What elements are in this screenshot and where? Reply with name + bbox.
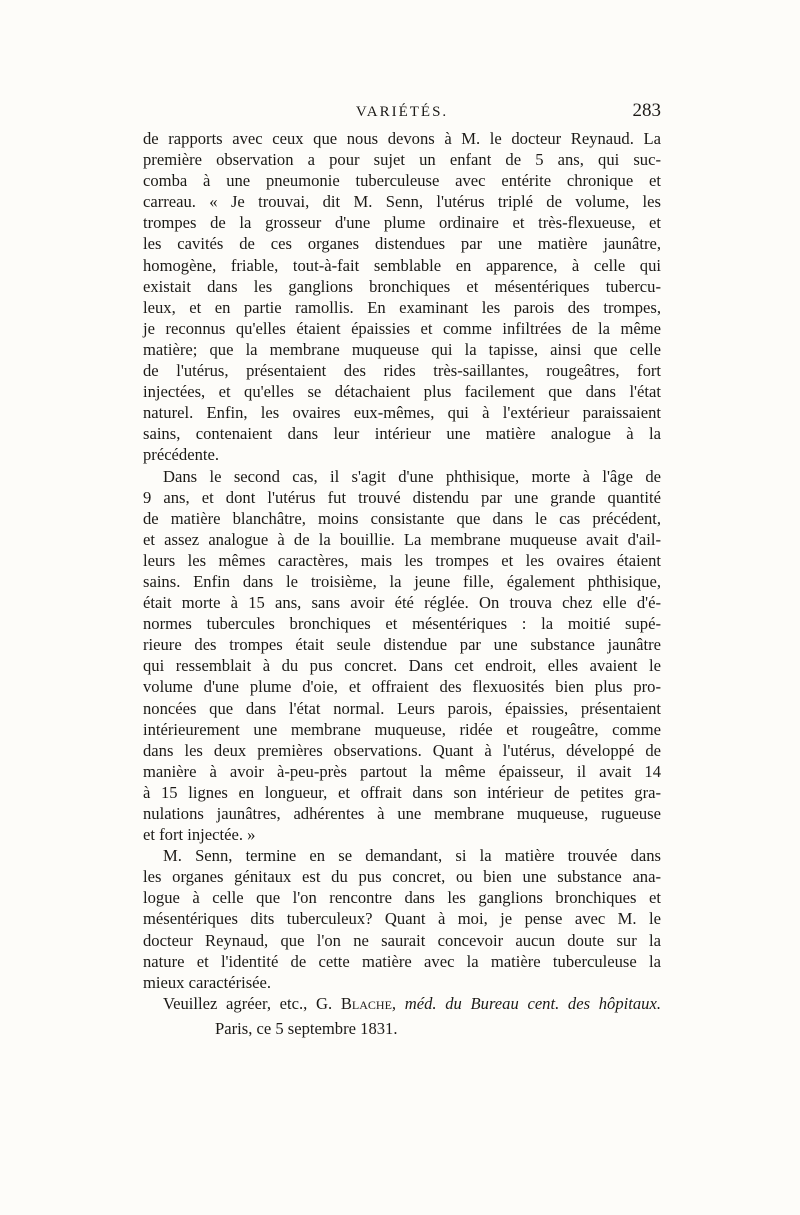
page-header xyxy=(143,100,661,128)
text-line: Dans le second cas, il s'agit d'une phthisique, morte à l'âge de xyxy=(163,466,661,486)
running-title: VARIÉTÉS. xyxy=(355,104,449,120)
text-line: les organes génitaux est du pus concret, ou bien une substance ana- xyxy=(143,867,661,887)
text-line: de l'utérus, présentaient des rides très-saillantes, rougeâtres, fort xyxy=(143,361,661,381)
text-line: manière à avoir à-peu-près partout la même épaisseur, il avait 14 xyxy=(143,761,661,781)
text-line: existait dans les ganglions bronchiques et mésentériques tubercu- xyxy=(143,276,661,296)
text-line: comba à une pneumonie tuberculeuse avec entérite chronique et xyxy=(143,171,661,191)
text-line: qui ressemblait à du pus concret. Dans cet endroit, elles avaient le xyxy=(143,656,661,676)
text-line: trompes de la grosseur d'une plume ordinaire et très-flexueuse, et xyxy=(143,213,661,233)
text-line: leurs les mêmes caractères, mais les trompes et les ovaires étaient xyxy=(143,550,661,570)
text-line: matière; que la membrane muqueuse qui la tapisse, ainsi que celle xyxy=(143,339,661,359)
text-line: intérieurement une membrane muqueuse, ridée et rougeâtre, comme xyxy=(143,719,661,739)
author-title: , méd. du Bureau cent. des hôpitaux. xyxy=(391,993,661,1013)
text-line: de matière blanchâtre, moins consistante que dans le cas précédent, xyxy=(143,508,661,528)
text-line: mésentériques dits tuberculeux? Quant à moi, je pense avec M. le xyxy=(143,909,661,929)
text-line: de rapports avec ceux que nous devons à M. le docteur Reynaud. La xyxy=(143,129,661,148)
text-line: injectées, et qu'elles se détachaient plus facilement que dans l'état xyxy=(143,382,661,402)
signature-prefix: Veuillez agréer, etc., xyxy=(163,993,317,1013)
text-line: et fort injectée. » xyxy=(143,825,256,845)
text-line: M. Senn, termine en se demandant, si la matière trouvée dans xyxy=(163,846,661,866)
text-line: homogène, friable, tout-à-fait semblable en apparence, à celle qui xyxy=(143,255,661,275)
text-line: mieux caractérisée. xyxy=(143,972,272,992)
page-number: 283 xyxy=(632,100,661,121)
text-line: nature et l'identité de cette matière avec la matière tuberculeuse la xyxy=(143,951,661,971)
text-line: première observation a pour sujet un enfant de 5 ans, qui suc- xyxy=(143,150,661,170)
text-line: leux, et en partie ramollis. En examinant les parois des trompes, xyxy=(143,297,661,317)
author-name: G. Blache xyxy=(316,993,392,1013)
signature-line xyxy=(143,993,661,1014)
text-line: et assez analogue à de la bouillie. La membrane muqueuse avait d'ail- xyxy=(143,529,661,549)
body-text xyxy=(143,128,661,1039)
text-line: dans les deux premières observations. Quant à l'utérus, développé de xyxy=(143,740,661,760)
text-line: logue à celle que l'on rencontre dans les ganglions bronchiques et xyxy=(143,888,661,908)
text-line: carreau. « Je trouvai, dit M. Senn, l'utérus triplé de volume, les xyxy=(143,192,661,212)
text-line: précédente. xyxy=(143,445,220,465)
text-line: volume d'une plume d'oie, et offraient des flexuosités bien plus pro- xyxy=(143,677,661,697)
text-line: 9 ans, et dont l'utérus fut trouvé distendu par une grande quantité xyxy=(143,487,661,507)
text-line: je reconnus qu'elles étaient épaissies et comme infiltrées de la même xyxy=(143,318,661,338)
text-line: naturel. Enfin, les ovaires eux-mêmes, qui à l'extérieur paraissaient xyxy=(143,403,661,423)
text-line: docteur Reynaud, que l'on ne saurait concevoir aucun doute sur la xyxy=(143,930,661,950)
text-line: les cavités de ces organes distendues par une matière jaunâtre, xyxy=(143,234,661,254)
text-line: à 15 lignes en longueur, et offrait dans son intérieur de petites gra- xyxy=(143,782,661,802)
text-line: était morte à 15 ans, sans avoir été réglée. On trouva chez elle d'é- xyxy=(143,593,661,613)
text-line: noncées que dans l'état normal. Leurs parois, épaissies, présentaient xyxy=(143,698,661,718)
text-line: nulations jaunâtres, adhérentes à une membrane muqueuse, rugueuse xyxy=(143,804,661,823)
date-line: Paris, ce 5 septembre 1831. xyxy=(215,1018,398,1038)
text-line: rieure des trompes était seule distendue par une substance jaunâtre xyxy=(143,635,661,655)
text-line: sains. Enfin dans le troisième, la jeune fille, également phthisique, xyxy=(143,571,661,591)
text-line: normes tubercules bronchiques et mésentériques : la moitié supé- xyxy=(143,614,661,634)
text-line: sains, contenaient dans leur intérieur une matière analogue à la xyxy=(143,424,661,444)
